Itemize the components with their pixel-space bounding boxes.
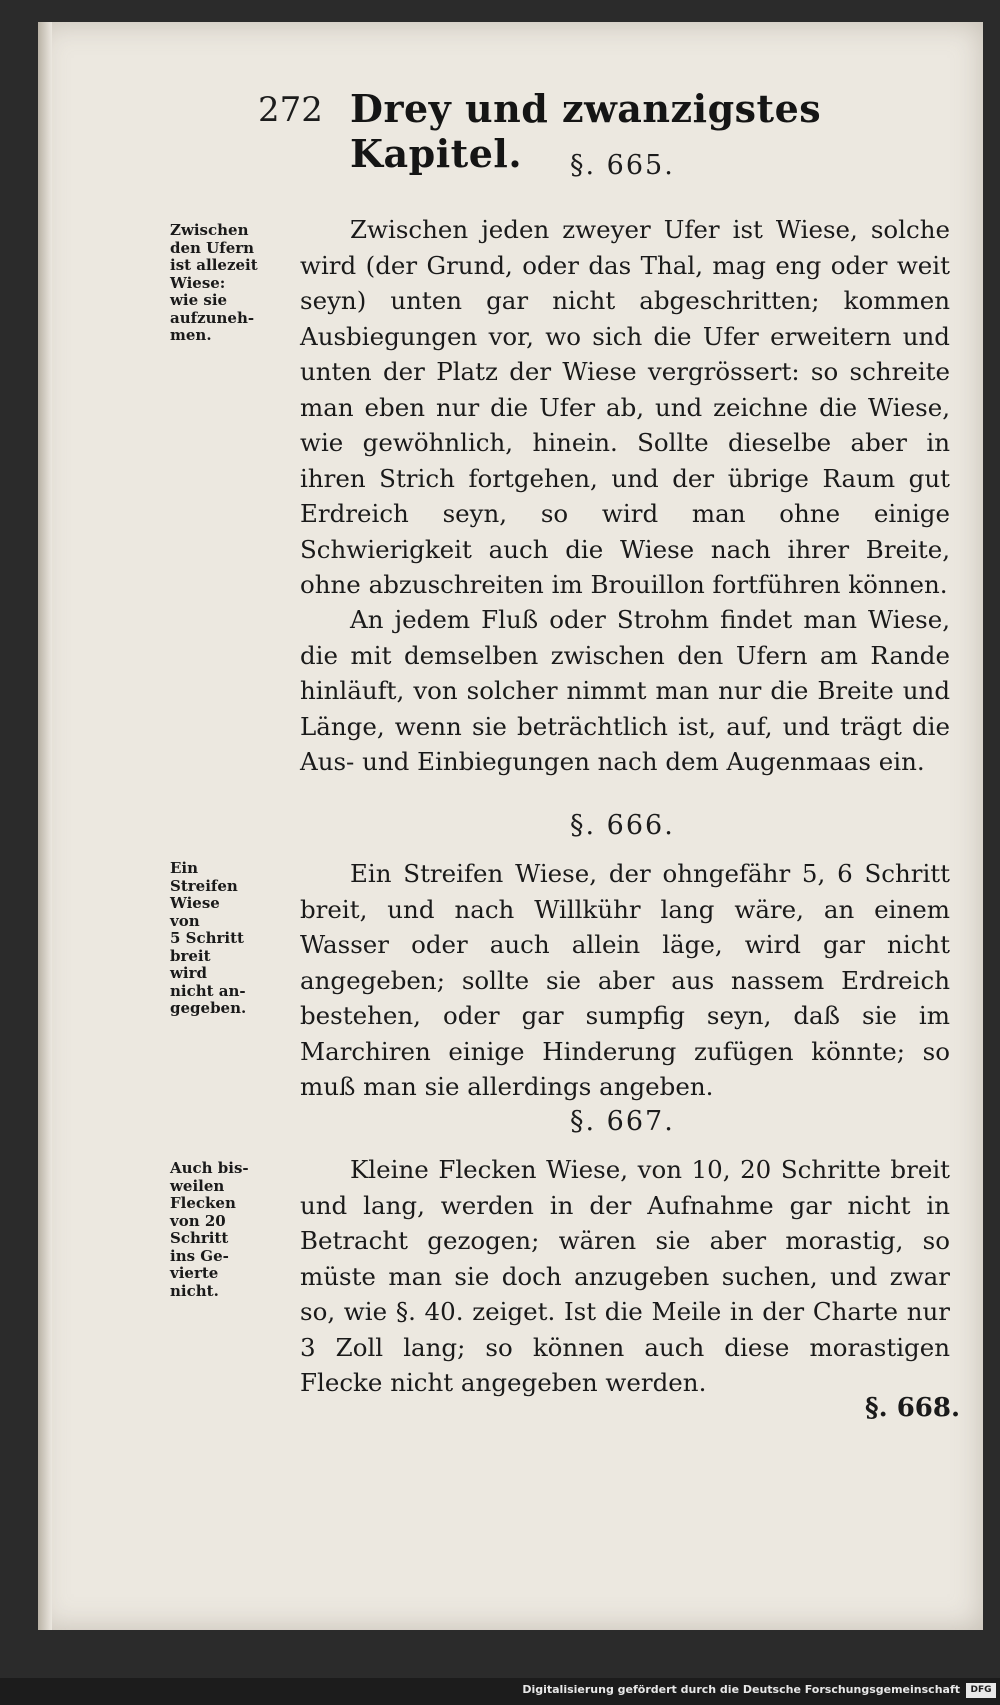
paragraph-665-2: An jedem Fluß oder Strohm findet man Wiese, die mit demselben zwischen den Ufern am Rande hinläuft, von solcher nimmt man nur die Breite und Länge, wenn sie beträchtlich ist, auf, und trägt die Aus- und Einbiegungen nach dem Augenmaas ein.	[300, 605, 950, 776]
page-number: 272	[258, 90, 323, 130]
sidenote-665: Zwischen den Ufern ist allezeit Wiese: wie sie aufzuneh- men.	[170, 221, 258, 344]
section-heading-666: §. 666.	[570, 810, 675, 841]
section-heading-667: §. 667.	[570, 1106, 675, 1137]
catchword: §. 668.	[865, 1393, 961, 1423]
paragraph-665-1: Zwischen jeden zweyer Ufer ist Wiese, solche wird (der Grund, oder das Thal, mag eng oder weit seyn) unten gar nicht abgeschritten; kommen Ausbiegungen vor, wo sich die Ufer erweitern und unten der Platz der Wiese vergrössert: so schreite man eben nur die Ufer ab, und zeichne die Wiese, wie gewöhnlich, hinein. Sollte dieselbe aber in ihren Strich fortgehen, und der übrige Raum gut Erdreich seyn, so wird man ohne einige Schwierigkeit auch die Wiese nach ihrer Breite, ohne abzuschreiten im Brouillon fortführen können.	[300, 215, 950, 599]
funding-credit: Digitalisierung gefördert durch die Deutsche Forschungsgemeinschaft	[522, 1683, 960, 1696]
section-heading-665: §. 665.	[570, 150, 675, 181]
sidenote-666: Ein Streifen Wiese von 5 Schritt breit wird nicht an- gegeben.	[170, 859, 247, 1017]
footer-bar	[0, 1678, 1000, 1705]
page-spine-shadow	[38, 22, 52, 1630]
paragraph-666-1: Ein Streifen Wiese, der ohngefähr 5, 6 Schritt breit, und nach Willkühr lang wäre, an einem Wasser oder auch allein läge, wird gar nicht angegeben; sollte sie aber aus nassem Erdreich bestehen, oder gar sumpfig seyn, daß sie im Marchiren einige Hinderung zufügen könnte; so muß man sie allerdings angeben.	[300, 859, 950, 1101]
sidenote-667: Auch bis- weilen Flecken von 20 Schritt ins Ge- vierte nicht.	[170, 1159, 249, 1300]
dfg-logo-icon: DFG	[966, 1683, 996, 1698]
running-title: Drey und zwanzigstes Kapitel.	[350, 86, 822, 176]
paragraph-667-1: Kleine Flecken Wiese, von 10, 20 Schritte breit und lang, werden in der Aufnahme gar nicht in Betracht gezogen; wären sie aber morastig, so müste man sie doch anzugeben suchen, und zwar so, wie §. 40. zeiget. Ist die Meile in der Charte nur 3 Zoll lang; so können auch diese morastigen Flecke nicht angegeben werden.	[300, 1155, 950, 1397]
